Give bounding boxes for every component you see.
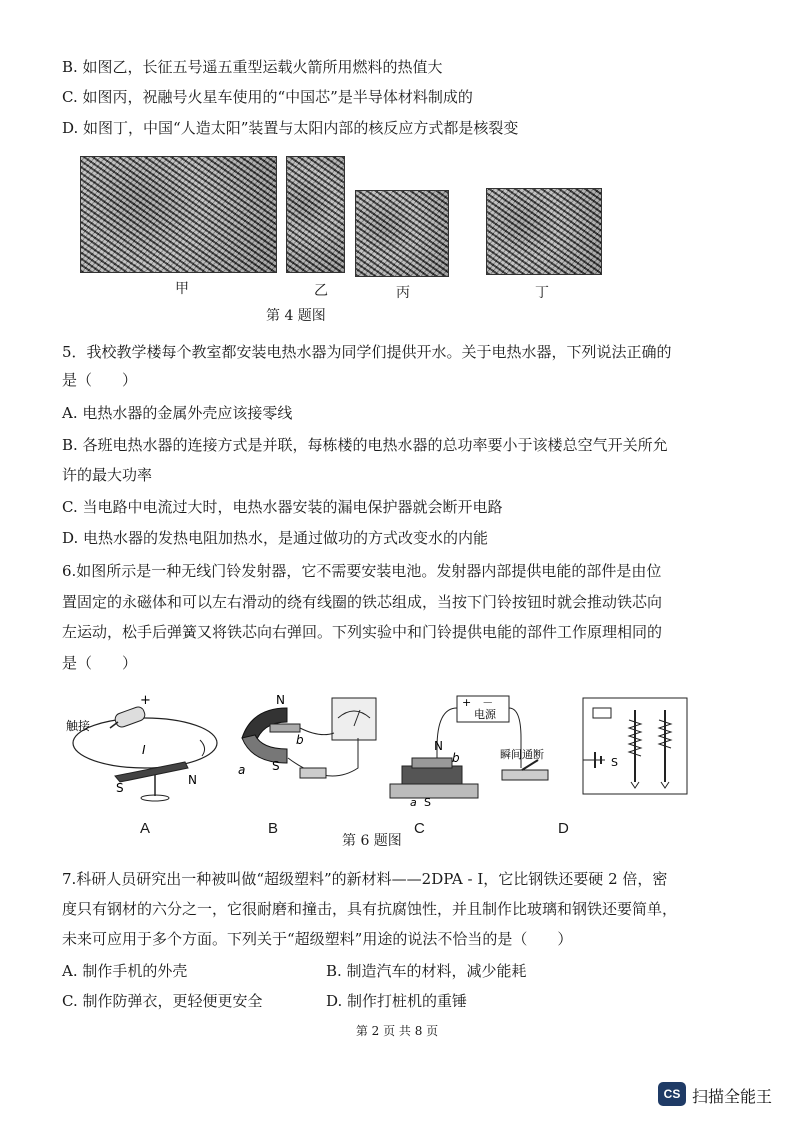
label-b-c: b bbox=[452, 751, 460, 765]
q4-option-b: B. 如图乙，长征五号遥五重型运载火箭所用燃料的热值大 bbox=[62, 58, 443, 76]
caption-bing: 丙 bbox=[396, 285, 410, 301]
q6-stem-3: 左运动，松手后弹簧又将铁芯向右弹回。下列实验中和门铃提供电能的部件工作原理相同的 bbox=[62, 623, 663, 641]
q4-option-d: D. 如图丁，中国“人造太阳”装置与太阳内部的核反应方式都是核裂变 bbox=[62, 119, 519, 137]
label-instant: 瞬间通断 bbox=[500, 748, 544, 761]
page-footer: 第 2 页 共 8 页 bbox=[355, 1024, 439, 1038]
q7-stem-3: 未来可应用于多个方面。下列关于“超级塑料”用途的说法不恰当的是（ ） bbox=[62, 930, 573, 948]
figure-b-diagram bbox=[228, 688, 388, 798]
photo-jia bbox=[80, 156, 277, 273]
q6-choice-a: A bbox=[140, 820, 151, 837]
q7-option-a: A. 制作手机的外壳 bbox=[62, 962, 188, 980]
caption-ding: 丁 bbox=[535, 285, 549, 301]
scanner-logo-icon: CS bbox=[658, 1082, 686, 1106]
q7-option-c: C. 制作防弹衣，更轻便更安全 bbox=[62, 992, 263, 1010]
q6-stem-2: 置固定的永磁体和可以左右滑动的绕有线圈的铁芯组成，当按下门铃按钮时就会推动铁芯向 bbox=[62, 593, 663, 611]
q5-option-d: D. 电热水器的发热电阻加热水，是通过做功的方式改变水的内能 bbox=[62, 529, 489, 547]
q5-stem-2: 是（ ） bbox=[62, 371, 138, 389]
label-power: 电源 bbox=[474, 708, 496, 721]
q6-choice-c: C bbox=[414, 820, 425, 837]
label-s-b: S bbox=[272, 759, 280, 773]
figure-c-diagram bbox=[382, 688, 562, 808]
label-a-c: a bbox=[410, 796, 417, 808]
q5-option-a: A. 电热水器的金属外壳应该接零线 bbox=[62, 404, 293, 422]
q4-option-c: C. 如图丙，祝融号火星车使用的“中国芯”是半导体材料制成的 bbox=[62, 88, 473, 106]
label-touch: 触接 bbox=[66, 719, 91, 733]
q7-stem-2: 度只有钢材的六分之一，它很耐磨和撞击，具有抗腐蚀性，并且制作比玻璃和钢铁还要简单， bbox=[62, 900, 678, 918]
q6-choice-b: B bbox=[268, 820, 279, 837]
label-s-a: S bbox=[116, 781, 124, 795]
q6-stem-4: 是（ ） bbox=[62, 654, 138, 672]
q4-figure-caption: 第 4 题图 bbox=[266, 308, 326, 324]
q7-stem-1: 7.科研人员研究出一种被叫做“超级塑料”的新材料——2DPA - I，它比钢铁还要硬 2 倍，密 bbox=[62, 870, 668, 888]
label-s-d: S bbox=[611, 756, 618, 769]
q6-figure-caption: 第 6 题图 bbox=[342, 833, 402, 849]
q5-option-b-1: B. 各班电热水器的连接方式是并联，每栋楼的电热水器的总功率要小于该楼总空气开关所允 bbox=[62, 436, 668, 454]
q7-option-b: B. 制造汽车的材料，减少能耗 bbox=[326, 962, 527, 980]
label-current: I bbox=[142, 743, 146, 757]
caption-yi: 乙 bbox=[314, 283, 328, 299]
q6-stem-1: 6.如图所示是一种无线门铃发射器，它不需要安装电池。发射器内部提供电能的部件是由位 bbox=[62, 562, 662, 580]
q5-stem-1: 5．我校教学楼每个教室都安装电热水器为同学们提供开水。关于电热水器，下列说法正确的 bbox=[62, 343, 672, 361]
photo-ding bbox=[486, 188, 602, 275]
label-s-c: S bbox=[424, 796, 431, 808]
q6-choice-d: D bbox=[558, 820, 569, 837]
figure-d-diagram bbox=[575, 690, 695, 800]
q5-option-c: C. 当电路中电流过大时，电热水器安装的漏电保护器就会断开电路 bbox=[62, 498, 503, 516]
label-b-b: b bbox=[296, 733, 304, 747]
photo-yi bbox=[286, 156, 345, 273]
label-n-a: N bbox=[188, 773, 197, 787]
q7-option-d: D. 制作打桩机的重锤 bbox=[326, 992, 468, 1010]
figure-a-diagram bbox=[60, 688, 230, 808]
label-n-b: N bbox=[276, 693, 285, 707]
scanner-brand: 扫描全能王 bbox=[692, 1089, 773, 1106]
photo-bing bbox=[355, 190, 449, 277]
q5-option-b-2: 许的最大功率 bbox=[62, 466, 153, 484]
caption-jia: 甲 bbox=[175, 281, 189, 297]
label-power-pm: + － bbox=[462, 696, 494, 709]
label-plus: + bbox=[140, 693, 151, 708]
label-n-c: N bbox=[434, 739, 443, 753]
label-a-b: a bbox=[238, 763, 246, 777]
